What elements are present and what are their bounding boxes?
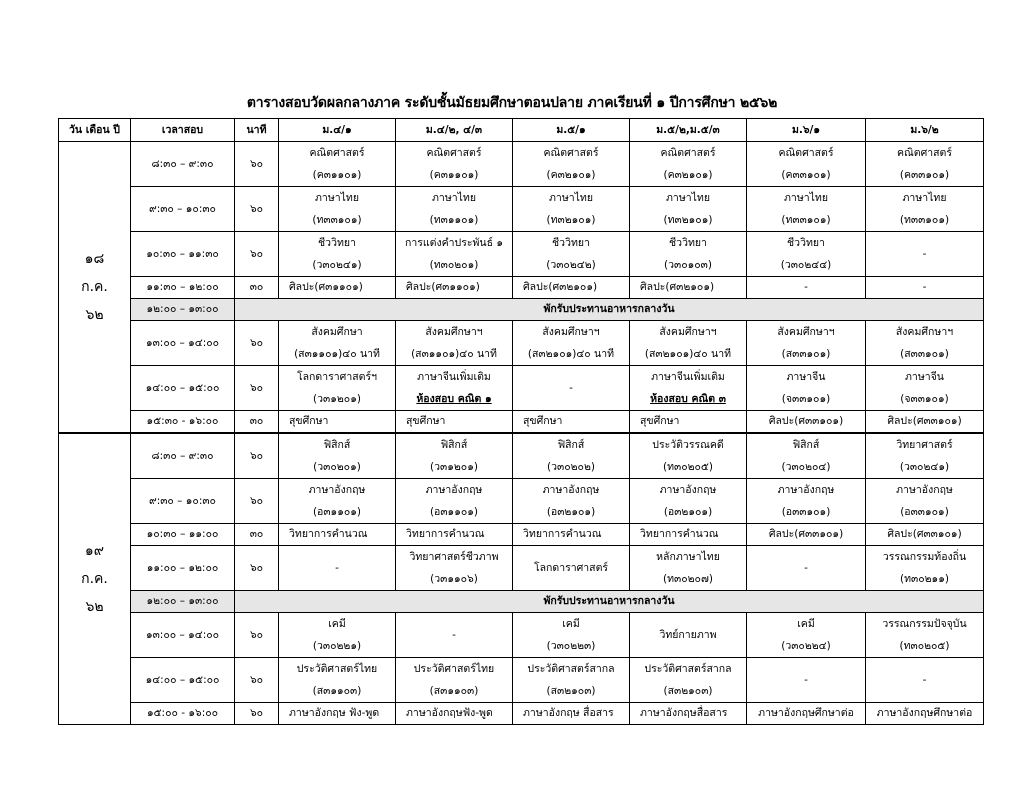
subject-cell <box>747 524 866 546</box>
minutes-cell: ๖๐ <box>235 232 279 277</box>
minutes-cell: ๖๐ <box>235 479 279 524</box>
subject-code: (ว๓๐๒๐๑) <box>313 461 361 473</box>
subject-cell <box>747 546 866 591</box>
subject-name: โลกดาราศาสตร์ฯ <box>296 371 377 383</box>
subject-cell <box>630 142 747 187</box>
subject-cell <box>747 321 866 366</box>
exam-schedule-table <box>58 118 984 725</box>
subject-code: (ว๓๑๒๐๑) <box>430 461 478 473</box>
subject-cell <box>513 277 630 299</box>
subject-cell <box>279 277 396 299</box>
subject-cell <box>747 613 866 658</box>
subject-cell <box>747 232 866 277</box>
subject-name: ภาษาจีน <box>786 371 826 383</box>
page-title: ตารางสอบวัดผลกลางภาค ระดับชั้นมัธยมศึกษาตอนปลาย ภาคเรียนที่ ๑ ปีการศึกษา ๒๕๖๒ <box>246 95 778 111</box>
subject-code: (ค๓๒๑๐๑) <box>546 169 596 181</box>
subject-name: เคมี <box>797 618 815 630</box>
time-cell: ๑๐:๓๐ – ๑๑:๐๐ <box>131 524 235 546</box>
subject-cell <box>866 277 984 299</box>
subject-cell <box>630 703 747 725</box>
subject-cell <box>513 366 630 411</box>
subject-cell <box>866 703 984 725</box>
time-cell: ๑๓:๐๐ – ๑๔:๐๐ <box>131 613 235 658</box>
subject-code: (ส๓๒๑๐๑)๔๐ นาที <box>644 348 732 360</box>
subject-cell <box>279 366 396 411</box>
column-header: ม.๔/๒, ๔/๓ <box>396 119 513 142</box>
subject-cell <box>279 546 396 591</box>
subject-name: ฟิสิกส์ <box>557 439 585 451</box>
column-header: ม.๔/๑ <box>279 119 396 142</box>
table-row <box>59 524 984 546</box>
subject-name: ชีววิทยา <box>787 237 825 249</box>
subject-name: คณิตศาสตร์ <box>778 147 834 159</box>
time-cell: ๑๑:๐๐ – ๑๒:๐๐ <box>131 546 235 591</box>
table-row <box>59 433 984 479</box>
minutes-cell: ๖๐ <box>235 703 279 725</box>
table-row <box>59 277 984 299</box>
subject-name: ภาษาอังกฤษ <box>896 484 953 496</box>
subject-cell <box>630 277 747 299</box>
time-cell: ๘:๓๐ – ๙:๓๐ <box>131 142 235 187</box>
time-cell: ๑๕:๐๐ - ๑๖:๐๐ <box>131 703 235 725</box>
subject-code: (อ๓๑๑๐๑) <box>312 506 362 518</box>
subject-code: (ว๓๐๒๔๑) <box>899 461 950 473</box>
minutes-cell: ๖๐ <box>235 433 279 479</box>
subject-cell <box>630 411 747 434</box>
subject-name: เคมี <box>328 618 346 630</box>
table-row <box>59 658 984 703</box>
date-cell <box>59 433 131 725</box>
time-cell: ๑๒:๐๐ – ๑๓:๐๐ <box>131 299 235 321</box>
subject-code: (ค๓๑๑๐๑) <box>429 169 479 181</box>
subject-name: ศิลปะ(ศ๓๒๑๐๑) <box>640 281 715 293</box>
subject-cell <box>513 321 630 366</box>
subject-cell <box>279 433 396 479</box>
subject-code: (ว๓๐๒๒๓) <box>546 640 596 652</box>
subject-code: (ส๓๑๑๐๑)๔๐ นาที <box>294 348 380 360</box>
table-row <box>59 479 984 524</box>
subject-name: ภาษาอังกฤษฟัง-พูด <box>406 707 493 719</box>
subject-cell <box>513 703 630 725</box>
column-header: ม.๕/๑ <box>513 119 630 142</box>
subject-name: ศิลปะ(ศ๓๓๑๐๑) <box>887 528 962 540</box>
subject-cell <box>513 411 630 434</box>
table-row <box>59 142 984 187</box>
date-part: ก.ค. <box>81 279 108 295</box>
subject-code: (ค๓๓๑๐๑) <box>781 169 831 181</box>
subject-cell <box>513 433 630 479</box>
subject-name: ภาษาไทย <box>784 192 828 204</box>
subject-cell <box>396 613 513 658</box>
subject-name: ภาษาอังกฤษ <box>425 484 483 496</box>
column-header: ม.๕/๒,ม.๕/๓ <box>630 119 747 142</box>
subject-code: (ค๓๑๑๐๑) <box>312 169 362 181</box>
subject-name: วรรณกรรมท้องถิ่น <box>882 551 967 563</box>
subject-name: ชีววิทยา <box>318 237 356 249</box>
subject-name: ภาษาอังกฤษศึกษาต่อ <box>876 707 973 719</box>
subject-name: - <box>452 628 456 641</box>
subject-cell <box>866 524 984 546</box>
table-row <box>59 411 984 434</box>
subject-code: (ส๓๒๑๐๓) <box>663 685 713 697</box>
time-cell: ๙:๓๐ – ๑๐:๓๐ <box>131 187 235 232</box>
subject-code: (ส๓๒๑๐๓) <box>546 685 596 697</box>
subject-name: ภาษาไทย <box>666 192 710 204</box>
subject-cell <box>279 703 396 725</box>
subject-cell <box>279 411 396 434</box>
date-part: ก.ค. <box>81 571 108 587</box>
exam-room-label: ห้องสอบ คณิต ๓ <box>650 393 726 405</box>
table-row <box>59 187 984 232</box>
subject-cell <box>513 546 630 591</box>
subject-code: (ท๓๓๑๐๑) <box>899 214 950 226</box>
subject-code: (ท๓๐๒๑๑) <box>900 573 949 585</box>
subject-cell <box>630 433 747 479</box>
subject-name: วิทยาการคำนวณ <box>523 528 602 540</box>
subject-code: (ท๓๐๒๐๗) <box>663 573 713 585</box>
subject-code: (ว๓๑๒๐๑) <box>313 393 361 405</box>
subject-code: (อ๓๓๑๐๑) <box>900 506 949 518</box>
subject-cell <box>396 232 513 277</box>
subject-cell <box>279 187 396 232</box>
time-cell: ๘:๓๐ – ๙:๓๐ <box>131 433 235 479</box>
subject-code: (ท๓๒๑๐๑) <box>546 214 596 226</box>
subject-code: (ท๓๓๑๐๑) <box>781 214 831 226</box>
subject-code: (ท๓๐๒๐๕) <box>663 461 713 473</box>
subject-cell <box>513 524 630 546</box>
subject-cell <box>279 613 396 658</box>
lunch-break-cell: พักรับประทานอาหารกลางวัน <box>235 591 984 613</box>
time-cell: ๑๔:๐๐ – ๑๕:๐๐ <box>131 366 235 411</box>
subject-code: (ว๓๐๒๐๔) <box>781 461 831 473</box>
subject-name: ภาษาอังกฤษ <box>777 484 835 496</box>
subject-cell <box>747 703 866 725</box>
subject-cell <box>630 366 747 411</box>
minutes-cell: ๖๐ <box>235 366 279 411</box>
subject-code: (ส๓๒๑๐๑)๔๐ นาที <box>527 348 615 360</box>
table-row <box>59 703 984 725</box>
column-header: ม.๖/๒ <box>866 119 984 142</box>
subject-name: ภาษาอังกฤษ ฟัง-พูด <box>289 707 380 719</box>
subject-cell <box>630 232 747 277</box>
subject-cell <box>866 321 984 366</box>
subject-cell <box>396 546 513 591</box>
subject-name: - <box>804 281 808 293</box>
subject-name: คณิตศาสตร์ <box>896 147 952 159</box>
subject-name: วิทยาการคำนวณ <box>289 528 368 540</box>
subject-name: สุขศึกษา <box>289 415 329 427</box>
subject-cell <box>630 613 747 658</box>
subject-cell <box>866 658 984 703</box>
column-header: นาที <box>235 119 279 142</box>
date-part: ๖๒ <box>85 307 104 323</box>
subject-name: - <box>922 281 927 293</box>
subject-name: - <box>804 673 808 686</box>
subject-code: (อ๓๓๑๐๑) <box>781 506 831 518</box>
subject-code: (อ๓๒๑๐๑) <box>546 506 596 518</box>
subject-name: สังคมศึกษา <box>311 326 363 338</box>
table-row <box>59 613 984 658</box>
subject-name: ภาษาไทย <box>432 192 476 204</box>
subject-code: (ส๓๓๑๐๑) <box>781 348 831 360</box>
subject-cell <box>396 524 513 546</box>
subject-name: ภาษาอังกฤษ <box>542 484 600 496</box>
subject-name: วิทยาการคำนวณ <box>406 528 485 540</box>
subject-cell <box>630 479 747 524</box>
subject-name: เคมี <box>562 618 580 630</box>
subject-cell <box>747 142 866 187</box>
lunch-row <box>59 299 984 321</box>
subject-cell <box>396 479 513 524</box>
time-cell: ๑๐:๓๐ – ๑๑:๓๐ <box>131 232 235 277</box>
minutes-cell: ๓๐ <box>235 411 279 434</box>
subject-name: การแต่งคำประพันธ์ ๑ <box>405 237 503 249</box>
subject-cell <box>396 411 513 434</box>
subject-code: (ส๓๑๑๐๓) <box>312 685 362 697</box>
subject-name: ศิลปะ(ศ๓๑๑๐๑) <box>289 281 363 293</box>
subject-code: (ส๓๑๑๐๓) <box>429 685 479 697</box>
subject-name: ภาษาจีนเพิ่มเติม <box>651 371 725 383</box>
subject-name: คณิตศาสตร์ <box>543 147 599 159</box>
date-part: ๑๘ <box>84 251 105 267</box>
subject-cell <box>396 321 513 366</box>
subject-cell <box>513 479 630 524</box>
subject-name: สังคมศึกษาฯ <box>777 326 835 338</box>
subject-name: ประวัติศาสตร์สากล <box>644 663 732 675</box>
column-header: ม.๖/๑ <box>747 119 866 142</box>
subject-code: (ว๓๑๑๐๖) <box>430 573 478 585</box>
subject-name: วรรณกรรมปัจจุบัน <box>882 618 967 630</box>
subject-name: สังคมศึกษาฯ <box>542 326 600 338</box>
subject-cell <box>279 658 396 703</box>
subject-name: สุขศึกษา <box>523 415 563 427</box>
minutes-cell: ๓๐ <box>235 277 279 299</box>
subject-name: - <box>922 673 927 686</box>
subject-name: - <box>335 561 339 574</box>
subject-cell <box>866 232 984 277</box>
subject-code: (ท๓๑๑๐๑) <box>429 214 479 226</box>
subject-code: (ท๓๐๒๐๑) <box>429 259 479 271</box>
subject-name: ภาษาอังกฤษ <box>659 484 717 496</box>
subject-cell <box>747 658 866 703</box>
table-row <box>59 232 984 277</box>
subject-cell <box>866 366 984 411</box>
subject-name: คณิตศาสตร์ <box>660 147 716 159</box>
subject-name: ชีววิทยา <box>669 237 707 249</box>
subject-cell <box>513 187 630 232</box>
minutes-cell: ๖๐ <box>235 546 279 591</box>
subject-cell <box>747 433 866 479</box>
subject-code: (ว๓๐๒๔๑) <box>312 259 362 271</box>
subject-cell <box>630 524 747 546</box>
subject-cell <box>866 187 984 232</box>
subject-name: ศิลปะ(ศ๓๓๑๐๑) <box>768 415 844 427</box>
subject-code: (ค๓๓๑๐๑) <box>899 169 950 181</box>
subject-name: หลักภาษาไทย <box>656 551 720 563</box>
subject-name: ภาษาอังกฤษ สื่อสาร <box>523 707 614 719</box>
subject-name: - <box>804 561 808 574</box>
time-cell: ๑๑:๓๐ – ๑๒:๐๐ <box>131 277 235 299</box>
subject-name: ศิลปะ(ศ๓๓๑๐๑) <box>768 528 844 540</box>
subject-name: สุขศึกษา <box>640 415 680 427</box>
subject-cell <box>630 187 747 232</box>
subject-cell <box>747 187 866 232</box>
subject-cell <box>513 613 630 658</box>
subject-name: ประวัติศาสตร์สากล <box>527 663 615 675</box>
subject-name: สังคมศึกษาฯ <box>895 326 954 338</box>
subject-cell <box>866 142 984 187</box>
subject-cell <box>396 433 513 479</box>
subject-code: (ส๓๓๑๐๑) <box>900 348 949 360</box>
subject-name: วิทย์กายภาพ <box>659 628 717 641</box>
subject-cell <box>396 142 513 187</box>
minutes-cell: ๖๐ <box>235 613 279 658</box>
subject-code: (อ๓๒๑๐๑) <box>663 506 713 518</box>
subject-code: (ว๓๐๒๒๑) <box>312 640 362 652</box>
subject-cell <box>513 142 630 187</box>
time-cell: ๙:๓๐ – ๑๐:๓๐ <box>131 479 235 524</box>
subject-name: ประวัติวรรณคดี <box>652 439 724 451</box>
subject-cell <box>513 232 630 277</box>
minutes-cell: ๖๐ <box>235 142 279 187</box>
subject-cell <box>630 546 747 591</box>
subject-code: (ค๓๒๑๐๑) <box>663 169 713 181</box>
minutes-cell: ๖๐ <box>235 321 279 366</box>
time-cell: ๑๒:๐๐ – ๑๓:๐๐ <box>131 591 235 613</box>
time-cell: ๑๔:๐๐ – ๑๕:๐๐ <box>131 658 235 703</box>
table-row <box>59 366 984 411</box>
subject-code: (ส๓๑๑๐๑)๔๐ นาที <box>411 348 497 360</box>
subject-code: (ว๓๐๒๐๒) <box>547 461 595 473</box>
date-part: ๖๒ <box>85 599 104 615</box>
exam-room-label: ห้องสอบ คณิต ๑ <box>416 393 492 405</box>
subject-code: (อ๓๑๑๐๑) <box>429 506 479 518</box>
time-cell: ๑๓:๐๐ – ๑๔:๐๐ <box>131 321 235 366</box>
subject-code: (ว๓๐๒๔๔) <box>780 259 832 271</box>
column-header: วัน เดือน ปี <box>59 119 131 142</box>
table-row <box>59 321 984 366</box>
subject-cell <box>396 703 513 725</box>
subject-cell <box>396 187 513 232</box>
subject-name: ภาษาอังกฤษสื่อสาร <box>640 707 728 719</box>
subject-code: (ท๓๓๑๐๑) <box>312 214 362 226</box>
subject-cell <box>747 277 866 299</box>
subject-name: ภาษาไทย <box>902 192 947 204</box>
date-cell <box>59 142 131 434</box>
subject-cell <box>396 658 513 703</box>
subject-name: ศิลปะ(ศ๓๑๑๐๑) <box>406 281 480 293</box>
subject-cell <box>866 613 984 658</box>
subject-name: ภาษาไทย <box>549 192 593 204</box>
subject-cell <box>866 546 984 591</box>
subject-name: ภาษาจีนเพิ่มเติม <box>417 371 491 383</box>
subject-name: ศิลปะ(ศ๓๒๑๐๑) <box>523 281 598 293</box>
subject-cell <box>279 142 396 187</box>
subject-name: ประวัติศาสตร์ไทย <box>413 663 495 675</box>
subject-cell <box>630 658 747 703</box>
minutes-cell: ๖๐ <box>235 658 279 703</box>
header-row <box>59 119 984 142</box>
subject-cell <box>279 321 396 366</box>
subject-code: (ว๓๐๒๒๔) <box>781 640 831 652</box>
subject-cell <box>866 411 984 434</box>
table-row <box>59 546 984 591</box>
subject-name: - <box>922 247 927 260</box>
subject-cell <box>396 277 513 299</box>
subject-cell <box>630 321 747 366</box>
minutes-cell: ๓๐ <box>235 524 279 546</box>
subject-code: (ว๓๐๒๔๒) <box>546 259 596 271</box>
date-part: ๑๙ <box>84 543 105 559</box>
subject-cell <box>396 366 513 411</box>
subject-cell <box>513 658 630 703</box>
subject-name: ภาษาอังกฤษศึกษาต่อ <box>758 707 854 719</box>
minutes-cell: ๖๐ <box>235 187 279 232</box>
subject-code: (ท๓๐๒๐๕) <box>899 640 950 652</box>
subject-cell <box>747 479 866 524</box>
subject-name: วิทยาการคำนวณ <box>640 528 719 540</box>
subject-name: ฟิสิกส์ <box>440 439 468 451</box>
subject-name: โลกดาราศาสตร์ <box>533 561 609 574</box>
subject-cell <box>279 479 396 524</box>
subject-name: ภาษาจีน <box>905 371 944 383</box>
subject-code: (จ๓๓๑๐๑) <box>900 393 949 405</box>
lunch-break-cell: พักรับประทานอาหารกลางวัน <box>235 299 984 321</box>
subject-code: (ว๓๐๑๐๓) <box>664 259 712 271</box>
subject-cell <box>279 232 396 277</box>
subject-name: ฟิสิกส์ <box>323 439 351 451</box>
subject-name: - <box>569 381 573 394</box>
lunch-row <box>59 591 984 613</box>
subject-name: สุขศึกษา <box>406 415 446 427</box>
subject-name: สังคมศึกษาฯ <box>425 326 483 338</box>
time-cell: ๑๕:๓๐ - ๑๖:๐๐ <box>131 411 235 434</box>
subject-cell <box>747 366 866 411</box>
subject-name: วิทยาศาสตร์ชีวภาพ <box>409 551 499 563</box>
subject-cell <box>747 411 866 434</box>
subject-name: คณิตศาสตร์ <box>309 147 365 159</box>
subject-name: ประวัติศาสตร์ไทย <box>296 663 378 675</box>
subject-name: วิทยาศาสตร์ <box>896 439 953 451</box>
subject-code: (ท๓๒๑๐๑) <box>663 214 713 226</box>
subject-name: สังคมศึกษาฯ <box>659 326 717 338</box>
subject-cell <box>279 524 396 546</box>
subject-name: ภาษาอังกฤษ <box>308 484 366 496</box>
subject-name: ฟิสิกส์ <box>792 439 820 451</box>
subject-cell <box>866 433 984 479</box>
table-body <box>59 142 984 725</box>
subject-name: ชีววิทยา <box>552 237 590 249</box>
subject-cell <box>866 479 984 524</box>
column-header: เวลาสอบ <box>131 119 235 142</box>
subject-code: (จ๓๓๑๐๑) <box>781 393 831 405</box>
subject-name: ศิลปะ(ศ๓๓๑๐๑) <box>887 415 962 427</box>
subject-name: คณิตศาสตร์ <box>426 147 482 159</box>
subject-name: ภาษาไทย <box>315 192 359 204</box>
